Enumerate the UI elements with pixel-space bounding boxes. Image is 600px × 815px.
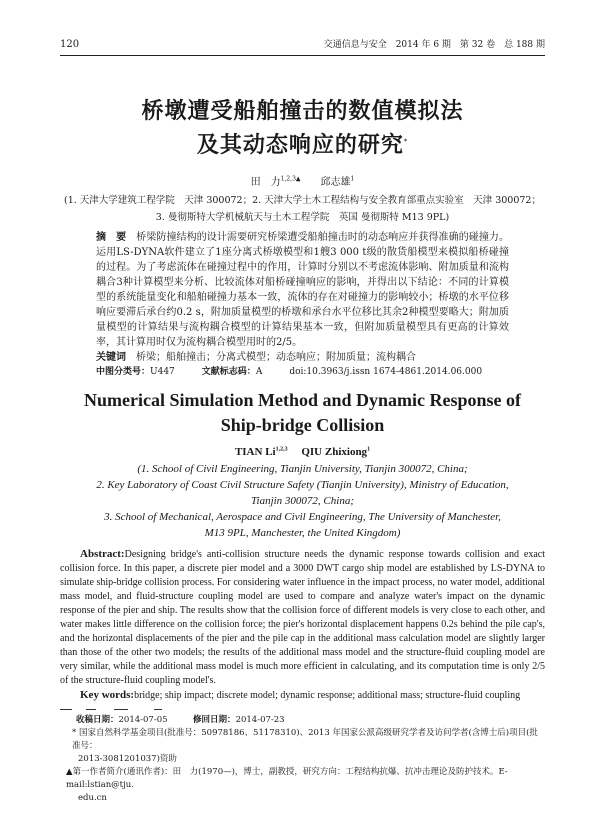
keywords-cn: 关键词 桥梁；船舶撞击；分离式模型；动态响应；附加质量；流构耦合	[96, 352, 416, 363]
title-en-line-2: Ship-bridge Collision	[220, 415, 385, 435]
footnote-rule	[60, 706, 545, 714]
funding-note-cont: 2013-3081201037)资助	[78, 754, 177, 764]
affiliation-cn-1: (1. 天津大学建筑工程学院 天津 300072；2. 天津大学土木工程结构与安全教育部重点实验室 天津 300072；	[64, 195, 541, 206]
author-bio-cont: edu.cn	[78, 793, 107, 803]
affiliation-en-5: M13 9PL, Manchester, the United Kingdom)	[204, 527, 401, 539]
title-footnote-mark: *	[403, 138, 409, 146]
affiliation-en-3: Tianjin 300072, China;	[251, 495, 354, 507]
affiliation-en-4: 3. School of Mechanical, Aerospace and Civil Engineering, The University of Manchester,	[104, 511, 501, 523]
affiliation-en-2: 2. Key Laboratory of Coast Civil Structure Safety (Tianjin University), Ministry of Education,	[96, 479, 509, 491]
affiliation-en-1: (1. School of Civil Engineering, Tianjin University, Tianjin 300072, China;	[137, 463, 468, 475]
abstract-cn: 摘 要 桥梁防撞结构的设计需要研究桥梁遭受船舶撞击时的动态响应并获得准确的碰撞力。运用LS-DYNA软件建立了1座分离式桥墩模型和1艘3 000 t级的散货船模型来模拟船桥碰撞的过程。为了考虑流体在碰撞过程中的作用，计算时分别以不考虑流体影响、附加质量和流构耦合3种计算模型来分析、比较流体对船桥碰撞响应的影响，并得出以下结论：不同的计算模型的系统能量变化和船舶碰撞力基本一致，流体的存在对碰撞力的影响较小；桥墩的水平位移响应要滞后承台约0.2 s，附加质量模型的桥墩和承台水平位移比其余2种模型要略大；附加质量模型的计算结果与流构耦合模型的计算结果基本一致，但附加质量模型具有更高的计算效率，其计算用时仅为流构耦合模型用时的2/5。	[96, 232, 510, 348]
received-dates: 收稿日期：2014-07-05 修回日期：2014-07-23	[76, 715, 285, 725]
keywords-en: Key words:bridge; ship impact; discrete model; dynamic response; additional mass; structure-fluid coupling	[80, 689, 521, 701]
authors-cn: 田 力$^{1,2,3▲}$ 邱志雄$^1$	[250, 175, 355, 188]
abstract-cn-label: 摘 要	[96, 232, 127, 243]
abstract-en-label: Abstract:	[80, 548, 125, 560]
affiliation-cn-2: 3. 曼彻斯特大学机械航天与土木工程学院 英国 曼彻斯特 M13 9PL)	[155, 212, 450, 223]
authors-en: TIAN Li$^{1,2,3}$ QIU Zhixiong$^1$	[234, 446, 371, 458]
classification: 中图分类号：U447 文献标志码：A doi:10.3963/j.issn 1674-4861.2014.06.000	[96, 367, 483, 377]
footnote-rule-dash	[154, 709, 162, 710]
title-cn-line-2: 及其动态响应的研究*	[196, 132, 409, 158]
running-header	[60, 38, 545, 56]
footnote-rule-dash	[60, 709, 72, 710]
title-en-line-1: Numerical Simulation Method and Dynamic Response of	[83, 390, 521, 410]
author-bio: ▲第一作者简介(通讯作者)：田 力(1970—)，博士，副教授，研究方向：工程结构抗爆、抗冲击理论及防护技术。E-mail:lstian@tju.	[66, 767, 508, 790]
page-number: 120	[60, 39, 80, 50]
abstract-en: Abstract:Designing bridge's anti-collision structure needs the dynamic response towards collision and exact collision force. In this paper, a discrete pier model and a 3000 DWT cargo ship model are established by LS-DYNA to simulate ship-bridge collision process. For considering water influence in the impact process, no water model, additional mass model, and fluid-structure coupling model are used to compare and analyze water's impact on the dynamic response of the pier and ship. The results show that the collision force of different models is very close to each other, and water makes little difference on the collision force; the pier's horizontal displacement happens 0.2s behind the pile cap's, and the horizontal displacements of the pier and the pile cap in the additional mass calculation model are slightly larger than those of the other two models; the results of the additional mass model and the structure-fluid coupling model are very similar, while the additional mass model is much more efficient in calculating, and its computation time is only 2/5 of the structure-fluid coupling model's.	[60, 548, 545, 686]
footnote-rule-dash	[86, 709, 96, 710]
title-cn-line-1: 桥墩遭受船舶撞击的数值模拟法	[141, 98, 464, 124]
funding-note: * 国家自然科学基金项目(批准号：50978186、51178310)、2013 年国家公派高级研究学者及访问学者(含博士后)项目(批准号：	[72, 728, 538, 751]
journal-info: 交通信息与安全 2014 年 6 期 第 32 卷 总 188 期	[323, 40, 545, 50]
footnote-rule-dash	[114, 709, 128, 710]
